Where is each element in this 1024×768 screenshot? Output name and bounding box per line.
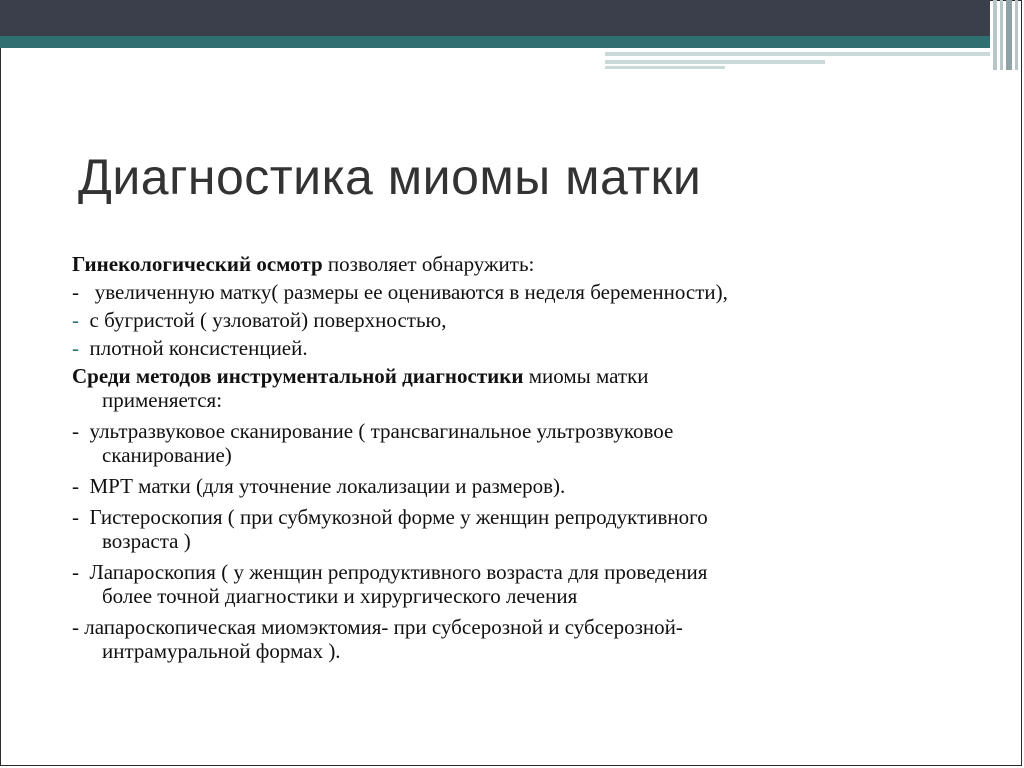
header-stripe-1	[605, 52, 990, 56]
body-line	[72, 362, 972, 390]
header-vbar-4	[1015, 0, 1018, 70]
bold-phrase: Среди методов инструментальной диагностики	[72, 364, 524, 388]
header-vbar-1	[993, 0, 997, 70]
line-text: позволяет обнаружить:	[322, 252, 535, 276]
header-vbar-2	[1000, 0, 1003, 70]
list-line: - Лапароскопия ( у женщин репродуктивного возраста для проведения	[72, 560, 708, 584]
bullet-dash: -	[72, 336, 79, 360]
line-continuation: сканирование)	[102, 443, 232, 467]
line-continuation: интрамуральной формах ).	[102, 639, 341, 663]
bullet-dash: -	[72, 308, 79, 332]
bullet-line	[72, 306, 972, 334]
bullet-line	[72, 334, 972, 362]
bold-phrase: Гинекологический осмотр	[72, 252, 323, 276]
header-bar-teal	[0, 36, 990, 48]
line-continuation: возраста )	[102, 529, 191, 553]
line-text: миомы матки	[523, 364, 649, 388]
list-line: - МРТ матки (для уточнение локализации и размеров).	[72, 474, 566, 498]
bullet-line	[72, 278, 972, 306]
body-line	[72, 250, 972, 278]
list-line: - ультразвуковое сканирование ( трансвагинальное ультрозвуковое	[72, 419, 674, 443]
line-text: увеличенную матку( размеры ее оцениваются в неделя беременности),	[79, 280, 728, 304]
list-line: - лапароскопическая миомэктомия- при субсерозной и субсерозной-	[72, 615, 683, 639]
header-stripe-3	[605, 66, 725, 69]
bullet-dash: -	[72, 280, 79, 304]
line-continuation: более точной диагностики и хирургического лечения	[102, 584, 578, 608]
header-vbar-3	[1006, 0, 1012, 70]
line-text: плотной консистенцией.	[79, 336, 308, 360]
slide-title: Диагностика миомы матки	[78, 149, 702, 205]
line-continuation: применяется:	[102, 388, 223, 412]
list-line: - Гистероскопия ( при субмукозной форме у женщин репродуктивного	[72, 505, 708, 529]
slide-body	[72, 250, 972, 662]
line-text: с бугристой ( узловатой) поверхностью,	[79, 308, 447, 332]
header-bar-dark	[0, 0, 990, 36]
header-stripe-2	[605, 60, 825, 64]
